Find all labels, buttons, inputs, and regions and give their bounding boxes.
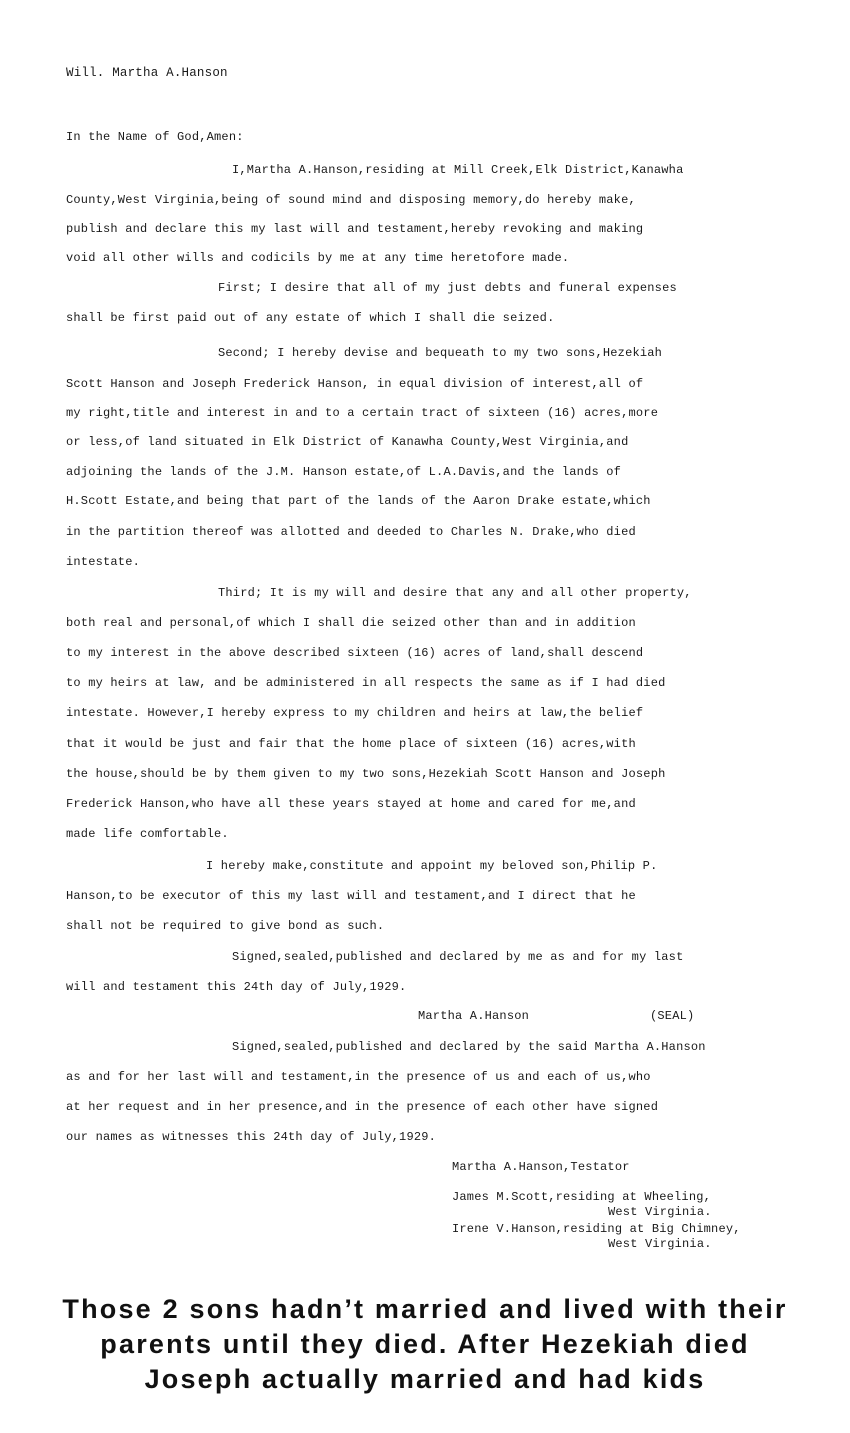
will-line: publish and declare this my last will and testament,hereby revoking and making (66, 222, 644, 236)
will-line: that it would be just and fair that the home place of sixteen (16) acres,with (66, 737, 636, 751)
seal-mark: (SEAL) (650, 1009, 695, 1023)
caption-line: Those 2 sons hadn’t married and lived with their (62, 1294, 788, 1324)
will-line: First; I desire that all of my just debts and funeral expenses (218, 281, 677, 295)
witness-2-name: Irene V.Hanson,residing at Big Chimney, (452, 1222, 741, 1236)
will-line: in the partition thereof was allotted and deeded to Charles N. Drake,who died (66, 525, 636, 539)
will-line: to my heirs at law, and be administered in all respects the same as if I had died (66, 676, 666, 690)
will-line: Third; It is my will and desire that any and all other property, (218, 586, 692, 600)
will-line: Signed,sealed,published and declared by the said Martha A.Hanson (232, 1040, 706, 1054)
will-line: intestate. (66, 555, 141, 569)
will-line: void all other wills and codicils by me at any time heretofore made. (66, 251, 570, 265)
will-line: my right,title and interest in and to a certain tract of sixteen (16) acres,more (66, 406, 659, 420)
will-line: Scott Hanson and Joseph Frederick Hanson, in equal division of interest,all of (66, 377, 644, 391)
will-line: at her request and in her presence,and in the presence of each other have signed (66, 1100, 659, 1114)
will-line: Hanson,to be executor of this my last will and testament,and I direct that he (66, 889, 636, 903)
will-line: will and testament this 24th day of July,1929. (66, 980, 407, 994)
testator-signature: Martha A.Hanson (418, 1009, 530, 1023)
will-line: to my interest in the above described sixteen (16) acres of land,shall descend (66, 646, 644, 660)
will-line: our names as witnesses this 24th day of July,1929. (66, 1130, 437, 1144)
will-line: Signed,sealed,published and declared by me as and for my last (232, 950, 684, 964)
will-line: made life comfortable. (66, 827, 229, 841)
will-line: both real and personal,of which I shall die seized other than and in addition (66, 616, 636, 630)
will-line: shall be first paid out of any estate of which I shall die seized. (66, 311, 555, 325)
will-line: shall not be required to give bond as such. (66, 919, 385, 933)
will-line: or less,of land situated in Elk District of Kanawha County,West Virginia,and (66, 435, 629, 449)
testator-line: Martha A.Hanson,Testator (452, 1160, 630, 1174)
will-line: I,Martha A.Hanson,residing at Mill Creek,Elk District,Kanawha (232, 163, 684, 177)
document-title: Will. Martha A.Hanson (66, 66, 228, 80)
witness-1-name: James M.Scott,residing at Wheeling, (452, 1190, 712, 1204)
invocation: In the Name of God,Amen: (66, 130, 244, 144)
will-line: Frederick Hanson,who have all these years stayed at home and cared for me,and (66, 797, 636, 811)
caption (0, 1292, 850, 1397)
will-line: adjoining the lands of the J.M. Hanson estate,of L.A.Davis,and the lands of (66, 465, 622, 479)
will-line: as and for her last will and testament,in the presence of us and each of us,who (66, 1070, 651, 1084)
will-line: Second; I hereby devise and bequeath to my two sons,Hezekiah (218, 346, 663, 360)
will-line: I hereby make,constitute and appoint my beloved son,Philip P. (206, 859, 658, 873)
will-line: intestate. However,I hereby express to my children and heirs at law,the belief (66, 706, 644, 720)
caption-line: Joseph actually married and had kids (144, 1364, 706, 1394)
caption-line: parents until they died. After Hezekiah died (100, 1329, 750, 1359)
witness-2-place: West Virginia. (608, 1237, 712, 1251)
will-line: County,West Virginia,being of sound mind and disposing memory,do hereby make, (66, 193, 636, 207)
will-line: the house,should be by them given to my two sons,Hezekiah Scott Hanson and Joseph (66, 767, 666, 781)
witness-1-place: West Virginia. (608, 1205, 712, 1219)
will-line: H.Scott Estate,and being that part of the lands of the Aaron Drake estate,which (66, 494, 651, 508)
